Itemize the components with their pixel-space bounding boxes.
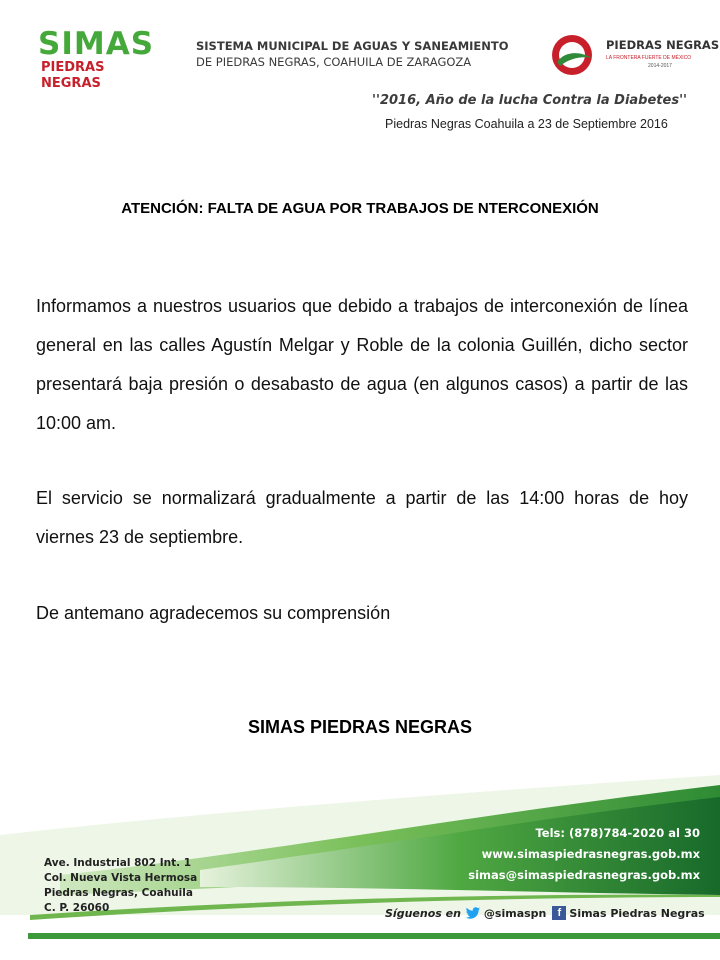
simas-logo-subtitle: PIEDRAS NEGRAS [41, 60, 105, 91]
piedras-negras-years: 2014-2017 [648, 63, 672, 69]
paragraph-thanks: De antemano agradecemos su comprensión [36, 603, 391, 623]
piedras-negras-slogan: LA FRONTERA FUERTE DE MÉXICO [606, 55, 692, 61]
footer-website-link[interactable]: www.simaspiedrasnegras.gob.mx [481, 847, 700, 861]
organization-name-line1: SISTEMA MUNICIPAL DE AGUAS Y SANEAMIENTO [196, 39, 509, 53]
organization-name-line2: DE PIEDRAS NEGRAS, COAHUILA DE ZARAGOZA [196, 55, 472, 69]
address-line: C. P. 26060 [44, 902, 110, 914]
piedras-negras-emblem-icon [548, 32, 598, 78]
footer-social [385, 906, 705, 920]
footer-contact [468, 823, 700, 886]
simas-logo-word: SIMAS [38, 26, 155, 62]
address-line: Col. Nueva Vista Hermosa [44, 872, 198, 884]
year-motto: ''2016, Año de la lucha Contra la Diabetes'' [372, 93, 688, 108]
document-date: Piedras Negras Coahuila a 23 de Septiembre 2016 [385, 117, 668, 131]
follow-label: Síguenos en [385, 906, 461, 920]
simas-logo [38, 26, 168, 91]
document-title: ATENCIÓN: FALTA DE AGUA POR TRABAJOS DE NTERCONEXIÓN [121, 200, 599, 217]
address-line: Ave. Industrial 802 Int. 1 [44, 857, 192, 869]
piedras-negras-brand [606, 38, 720, 69]
piedras-negras-name: PIEDRAS NEGRAS [606, 38, 720, 52]
facebook-icon[interactable]: f [552, 906, 566, 920]
paragraph-notice: Informamos a nuestros usuarios que debido a trabajos de interconexión de línea general en las calles Agustín Melgar y Roble de la colonia Guillén, dicho sector presentará baja presión o desabasto de agua (en algunos casos) a partir de las 10:00 am. [36, 296, 688, 433]
twitter-icon[interactable] [465, 907, 481, 920]
footer-email-link[interactable]: simas@simaspiedrasnegras.gob.mx [468, 868, 700, 882]
footer-address [44, 856, 214, 916]
footer-phone: Tels: (878)784-2020 al 30 [535, 826, 700, 840]
paragraph-service-restoration: El servicio se normalizará gradualmente a partir de las 14:00 horas de hoy viernes 23 de septiembre. [36, 488, 688, 547]
twitter-handle[interactable]: @simaspn [483, 906, 547, 920]
address-line: Piedras Negras, Coahuila [44, 887, 193, 899]
facebook-page[interactable]: Simas Piedras Negras [569, 906, 705, 920]
organization-name [196, 39, 531, 69]
signature: SIMAS PIEDRAS NEGRAS [247, 717, 473, 737]
